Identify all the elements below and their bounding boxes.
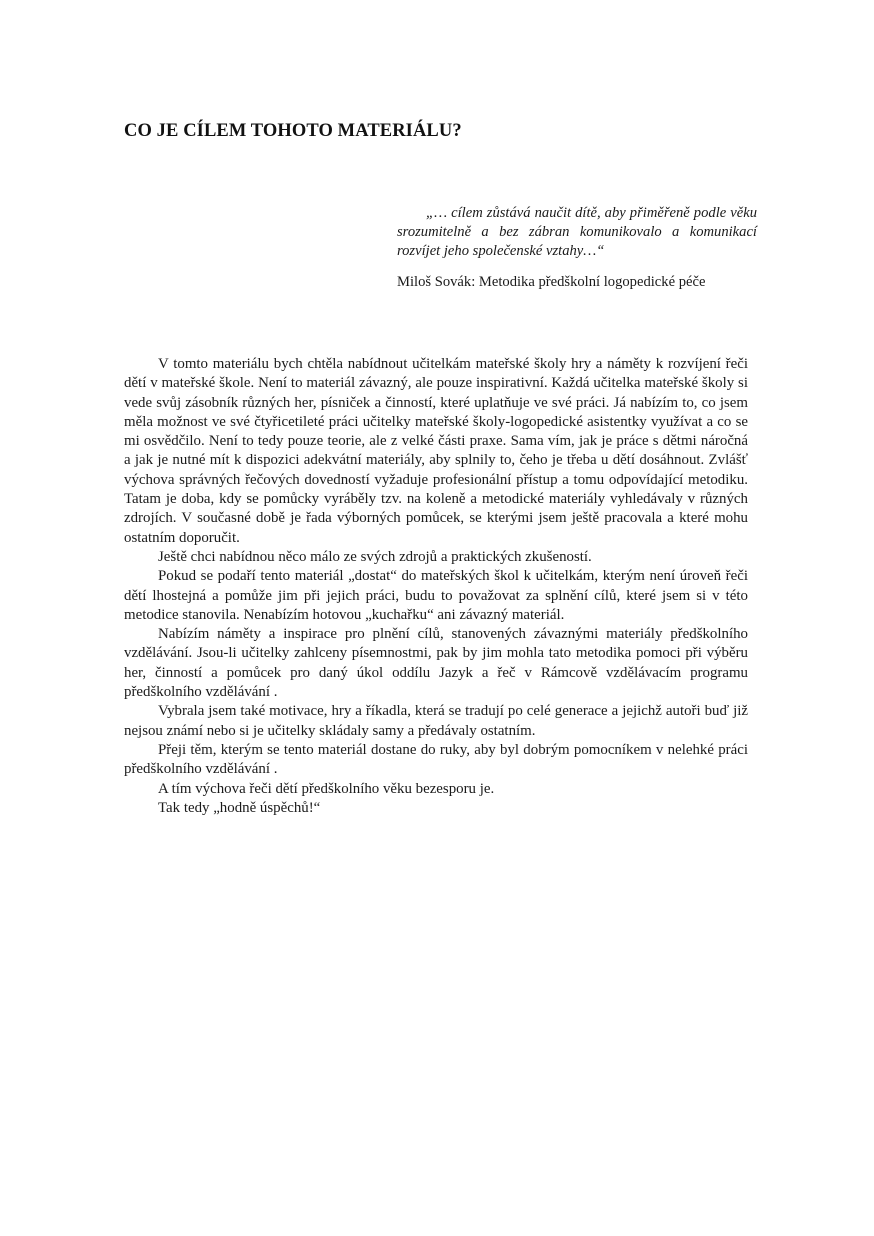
- paragraph: Ještě chci nabídnou něco málo ze svých zdrojů a praktických zkušeností.: [158, 548, 592, 565]
- paragraph: Přeji těm, kterým se tento materiál dostane do ruky, aby byl dobrým pomocníkem v nelehké práci předškolního vzdělávání .: [124, 741, 748, 778]
- paragraph: Vybrala jsem také motivace, hry a říkadla, která se tradují po celé generace a jejichž autoři buď již nejsou známí nebo si je učitelky skládaly samy a předávaly ostatním.: [124, 703, 748, 739]
- epigraph-quote: „… cílem zůstává naučit dítě, aby přiměřeně podle věku srozumitelně a bez zábran komunikovalo a komunikací rozvíjet jeho společenské vztahy…“: [397, 205, 757, 259]
- epigraph: [397, 204, 757, 292]
- paragraph: Pokud se podaří tento materiál „dostat“ do mateřských škol k učitelkám, kterým není úroveň řeči dětí lhostejná a pomůže jim při jejich práci, budu to považovat za splnění cílů, které jsem si v této metodice stanovila. Nenabízím hotovou „kuchařku“ ani závazný materiál.: [124, 568, 748, 623]
- body-text: [124, 355, 748, 818]
- paragraph: V tomto materiálu bych chtěla nabídnout učitelkám mateřské školy hry a náměty k rozvíjení řeči dětí v mateřské škole. Není to materiál závazný, ale pouze inspirativní. Každá učitelka mateřské školy si vede svůj zásobník různých her, písniček a činností, které uplatňuje ve své práci. Já nabízím to, co jsem měla možnost ve své čtyřicetileté práci učitelky mateřské školy-logopedické asistentky využívat a co se mi osvědčilo. Není to tedy pouze teorie, ale z velké části praxe. Sama vím, jak je práce s dětmi náročná a jak je nutné mít k dispozici adekvátní materiály, aby splnily to, čeho je třeba u dětí dosáhnout. Zvlášť výchova správných řečových dovedností vyžaduje profesionální přístup a tomu odpovídající metodiku. Tatam je doba, kdy se pomůcky vyráběly tzv. na koleně a metodické materiály vyhledávaly v různých zdrojích. V současné době je řada výborných pomůcek, se kterými jsem ještě pracovala a které mohu ostatním doporučit.: [124, 356, 748, 546]
- paragraph: Tak tedy „hodně úspěchů!“: [158, 799, 321, 816]
- epigraph-source: Miloš Sovák: Metodika předškolní logopedické péče: [397, 274, 706, 290]
- paragraph: A tím výchova řeči dětí předškolního věku bezesporu je.: [158, 780, 495, 797]
- page-title: CO JE CÍLEM TOHOTO MATERIÁLU?: [124, 121, 462, 141]
- paragraph: Nabízím náměty a inspirace pro plnění cílů, stanovených závaznými materiály předškolního vzdělávání. Jsou-li učitelky zahlceny písemnostmi, pak by jim mohla tato metodika pomoci při výběru her, činností a pomůcek pro daný úkol oddílu Jazyk a řeč v Rámcově vzdělávacím programu předškolního vzdělávání .: [124, 626, 748, 701]
